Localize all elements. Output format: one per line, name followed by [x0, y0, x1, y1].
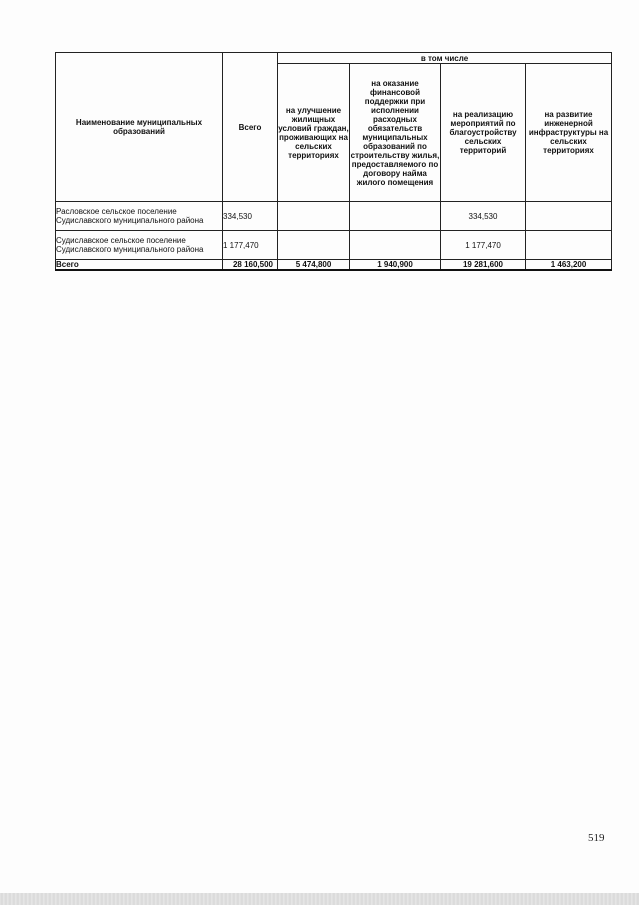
header-total: Всего [223, 53, 278, 202]
header-infrastructure: на развитие инженерной инфраструктуры на сельских территориях [526, 64, 612, 202]
page-number: 519 [588, 832, 605, 844]
total-row-label: Всего [56, 260, 223, 271]
header-landscaping: на реализацию мероприятий по благоустройству сельских территорий [441, 64, 526, 202]
total-row-housing-value: 5 474,800 [278, 260, 350, 271]
header-row-top [56, 53, 612, 64]
total-row-infrastructure-value: 1 463,200 [526, 260, 612, 271]
header-financial-support: на оказание финансовой поддержки при исполнении расходных обязательств муниципальных образований по строительству жилья, предоставляемого по договору найма жилого помещения [350, 64, 441, 202]
header-housing-improvement: на улучшение жилищных условий граждан, проживающих на сельских территориях [278, 64, 350, 202]
scan-border-strip [0, 893, 639, 905]
row-financial-value [350, 202, 441, 231]
table-row [56, 231, 612, 260]
row-housing-value [278, 231, 350, 260]
row-financial-value [350, 231, 441, 260]
row-housing-value [278, 202, 350, 231]
subsidy-distribution-table [55, 52, 612, 271]
row-landscaping-value: 1 177,470 [441, 231, 526, 260]
row-total-value: 334,530 [223, 202, 278, 231]
row-municipality-name: Судиславское сельское поселение Судиславского муниципального района [56, 231, 223, 260]
row-landscaping-value: 334,530 [441, 202, 526, 231]
row-infrastructure-value [526, 202, 612, 231]
total-row-financial-value: 1 940,900 [350, 260, 441, 271]
table-row [56, 202, 612, 231]
header-including-group: в том числе [278, 53, 612, 64]
row-municipality-name: Расловское сельское поселение Судиславского муниципального района [56, 202, 223, 231]
total-row-landscaping-value: 19 281,600 [441, 260, 526, 271]
header-municipality-name: Наименование муниципальных образований [56, 53, 223, 202]
row-infrastructure-value [526, 231, 612, 260]
row-total-value: 1 177,470 [223, 231, 278, 260]
table-total-row [56, 260, 612, 271]
total-row-total-value: 28 160,500 [223, 260, 278, 271]
